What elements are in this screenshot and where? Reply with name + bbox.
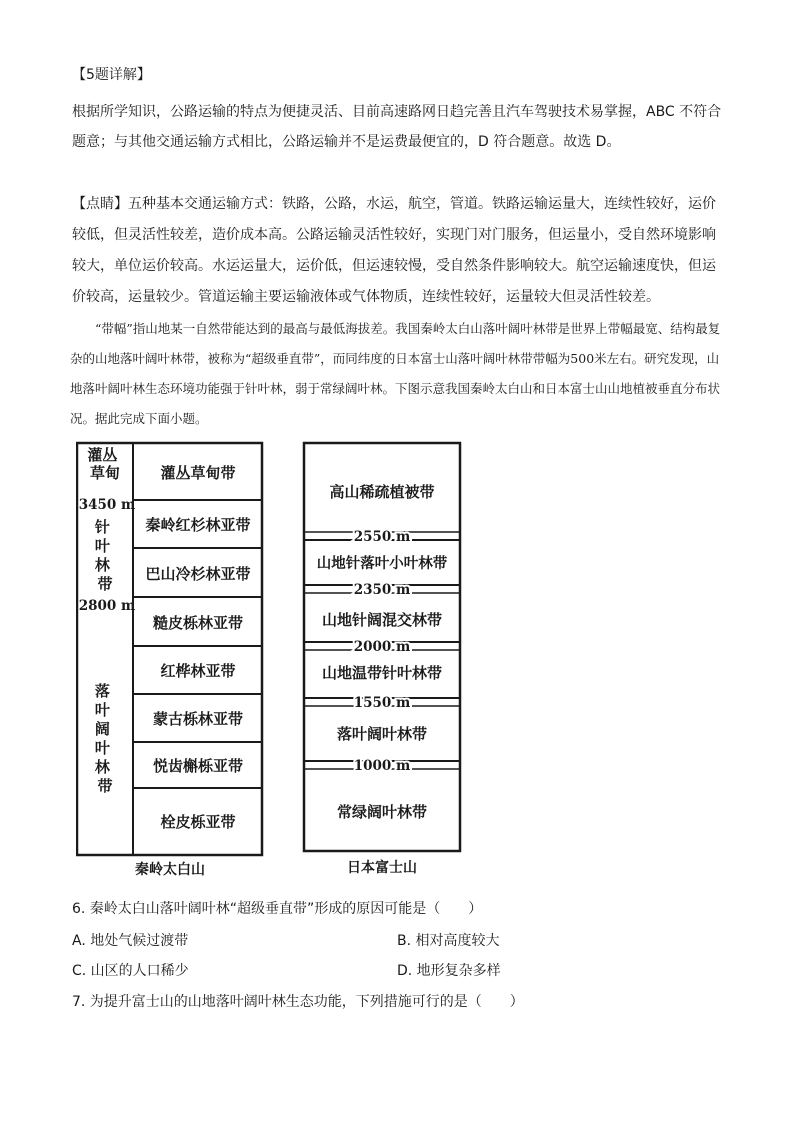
taibai-zone-7: 悦齿槲栎亚带 bbox=[152, 757, 244, 775]
fuji-caption: 日本富士山 bbox=[347, 860, 417, 876]
material-paragraph: “带幅”指山地某一自然带能达到的最高与最低海拔差。我国秦岭太白山落叶阔叶林带是世界上带幅最宽、结构最复杂的山地落叶阔叶林带，被称为“超级垂直带”，而同纬度的日本富士山落叶阔叶林带带幅为500米左右。研究发现，山地落叶阔叶林生态环境功能强于针叶林，弱于常绿阔叶林。下图示意我国秦岭太白山和日本富士山山地植被垂直分布状况。据此完成下面小题。 bbox=[70, 321, 721, 426]
taibai-deciduous-label: 落 叶 阔 叶 林 带 bbox=[94, 682, 113, 795]
section5-header: 【5题详解】 bbox=[72, 67, 151, 83]
question-7-stem: 7. 为提升富士山的山地落叶阔叶林生态功能，下列措施可行的是（ ） bbox=[72, 994, 524, 1010]
taibai-zone-3: 巴山冷杉林亚带 bbox=[145, 565, 251, 583]
taibai-zone-1: 灌丛草甸带 bbox=[160, 464, 236, 482]
q6-option-a: A. 地处气候过渡带 bbox=[72, 933, 189, 949]
fuji-alt-1550: 1550 m bbox=[353, 695, 411, 711]
fuji-zone-2: 山地针落叶小叶林带 bbox=[316, 555, 448, 572]
section5-body: 根据所学知识，公路运输的特点为便捷灵活、目前高速路网日趋完善且汽车驾驶技术易掌握，ABC 不符合题意；与其他交通运输方式相比，公路运输并不是运费最便宜的，D 符合题意。故选 D。 bbox=[72, 104, 722, 150]
q6-option-b: B. 相对高度较大 bbox=[397, 933, 500, 949]
q6-option-d: D. 地形复杂多样 bbox=[397, 963, 501, 979]
taibai-zone-8: 栓皮栎亚带 bbox=[160, 813, 236, 831]
point-paragraph: 【点睛】五种基本交通运输方式：铁路，公路，水运，航空，管道。铁路运输运量大，连续性较好，运价较低，但灵活性较差，造价成本高。公路运输灵活性较好，实现门对门服务，但运量小，受自然环境影响较大，单位运价较高。水运运量大，运价低，但运速较慢，受自然条件影响较大。航空运输速度快，但运价较高，运量较少。管道运输主要运输液体或气体物质，连续性较好，运量较大但灵活性较差。 bbox=[72, 196, 716, 305]
taibai-zone-4: 糙皮栎林亚带 bbox=[152, 614, 244, 632]
taibai-caption: 秦岭太白山 bbox=[135, 862, 205, 878]
fuji-alt-1000: 1000 m bbox=[353, 758, 411, 774]
fuji-alt-2000: 2000 m bbox=[353, 639, 411, 655]
fuji-zone-1: 高山稀疏植被带 bbox=[329, 483, 435, 501]
fuji-zone-4: 山地温带针叶林带 bbox=[321, 664, 443, 682]
fuji-zone-3: 山地针阔混交林带 bbox=[321, 611, 443, 629]
taibai-zone-5: 红桦林亚带 bbox=[160, 662, 236, 680]
taibai-shrub-label: 灌丛 草甸 bbox=[87, 446, 121, 482]
vegetation-vertical-zone-diagram bbox=[76, 440, 476, 888]
q6-option-c: C. 山区的人口稀少 bbox=[72, 963, 189, 979]
taibai-alt-3450: 3450 m bbox=[78, 497, 136, 513]
taibai-conifer-label: 针 叶 林 带 bbox=[94, 518, 113, 593]
fuji-zone-6: 常绿阔叶林带 bbox=[336, 803, 428, 821]
taibai-zone-2: 秦岭红杉林亚带 bbox=[145, 516, 251, 534]
question-6-stem: 6. 秦岭太白山落叶阔叶林“超级垂直带”形成的原因可能是（ ） bbox=[72, 901, 483, 917]
taibai-zone-6: 蒙古栎林亚带 bbox=[152, 710, 244, 728]
fuji-alt-2350: 2350 m bbox=[353, 582, 411, 598]
fuji-zone-5: 落叶阔叶林带 bbox=[336, 725, 428, 743]
fuji-alt-2550: 2550 m bbox=[353, 529, 411, 545]
taibai-alt-2800: 2800 m bbox=[78, 598, 136, 614]
